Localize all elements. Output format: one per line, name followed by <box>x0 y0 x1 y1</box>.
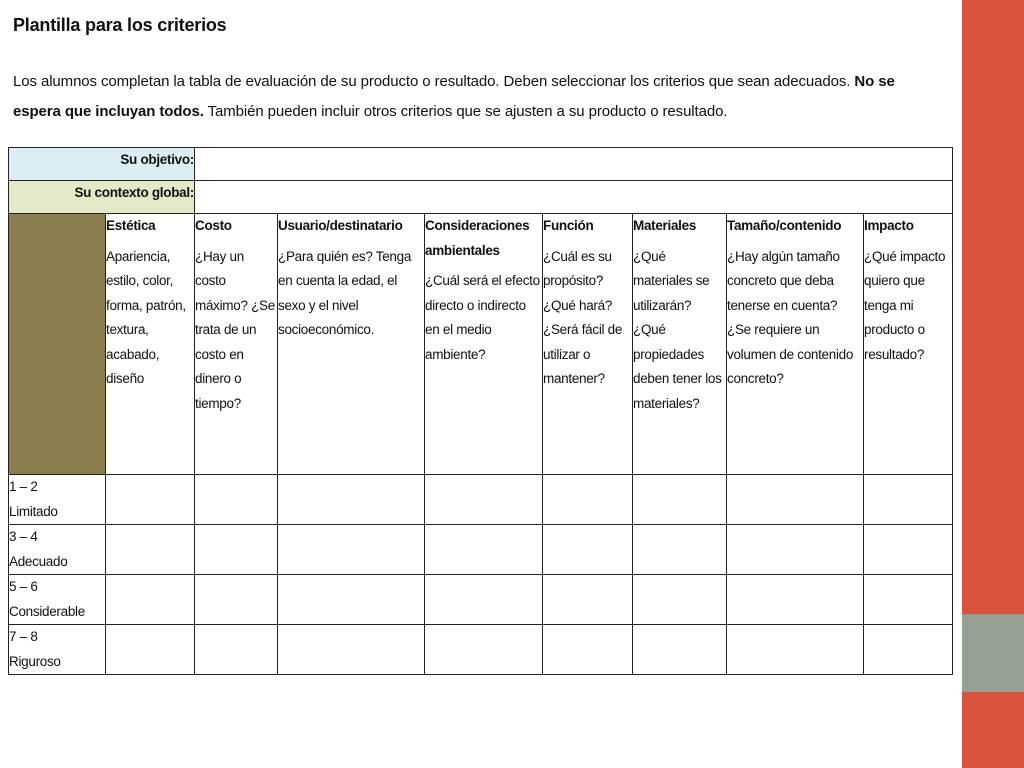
column-description: Apariencia, estilo, color, forma, patrón, textura, acabado, diseño <box>106 248 186 386</box>
rating-cell[interactable] <box>633 625 727 675</box>
rating-cell[interactable] <box>278 575 425 625</box>
page-title: Plantilla para los criterios <box>13 15 227 35</box>
context-row <box>9 181 953 214</box>
objective-row <box>9 148 953 181</box>
intro-text-2: También pueden incluir otros criterios que se ajusten a su producto o resultado. <box>203 103 728 120</box>
objective-label: Su objetivo: <box>9 148 195 181</box>
column-header-materials <box>633 214 727 475</box>
rating-cell[interactable] <box>106 575 195 625</box>
intro-text-bold: No se espera que incluyan todos. <box>13 73 895 120</box>
rating-cell[interactable] <box>195 575 278 625</box>
rating-cell[interactable] <box>425 625 543 675</box>
rating-cell[interactable] <box>106 525 195 575</box>
column-title: Impacto <box>864 218 914 233</box>
header-corner-cell <box>9 214 106 475</box>
criteria-table <box>8 147 953 675</box>
table-row <box>9 525 953 575</box>
rating-cell[interactable] <box>543 625 633 675</box>
rating-cell[interactable] <box>864 625 953 675</box>
rating-cell[interactable] <box>864 475 953 525</box>
row-level-name: Riguroso <box>9 653 61 669</box>
row-range: 5 – 6 <box>9 579 38 594</box>
table-row <box>9 625 953 675</box>
rating-cell[interactable] <box>543 575 633 625</box>
rating-cell[interactable] <box>727 575 864 625</box>
column-title: Costo <box>195 218 232 233</box>
column-description: ¿Qué materiales se utilizarán? ¿Qué propiedades deben tener los materiales? <box>633 248 722 411</box>
rating-cell[interactable] <box>864 575 953 625</box>
rating-cell[interactable] <box>425 525 543 575</box>
column-header-aesthetics <box>106 214 195 475</box>
row-level-name: Limitado <box>9 503 58 519</box>
row-level-label <box>9 475 106 525</box>
context-label: Su contexto global: <box>9 181 195 214</box>
row-range: 3 – 4 <box>9 529 38 544</box>
row-level-name: Adecuado <box>9 553 68 569</box>
column-description: ¿Cuál será el efecto directo o indirecto en el medio ambiente? <box>425 273 540 362</box>
column-header-size <box>727 214 864 475</box>
table-row <box>9 475 953 525</box>
row-level-label <box>9 625 106 675</box>
column-description: ¿Cuál es su propósito? ¿Qué hará? ¿Será fácil de utilizar o mantener? <box>543 248 623 386</box>
column-header-impact <box>864 214 953 475</box>
rating-cell[interactable] <box>278 475 425 525</box>
column-title: Tamaño/contenido <box>727 218 842 233</box>
side-accent-bar-middle <box>962 614 1024 692</box>
side-accent-bar-top <box>962 0 1024 614</box>
rating-cell[interactable] <box>278 625 425 675</box>
rating-cell[interactable] <box>106 475 195 525</box>
rating-cell[interactable] <box>633 525 727 575</box>
intro-paragraph <box>13 67 913 127</box>
objective-input-cell[interactable] <box>195 148 953 181</box>
table-row <box>9 575 953 625</box>
rating-cell[interactable] <box>195 525 278 575</box>
rating-cell[interactable] <box>106 625 195 675</box>
rating-cell[interactable] <box>278 525 425 575</box>
context-input-cell[interactable] <box>195 181 953 214</box>
column-title: Consideraciones ambientales <box>425 218 530 258</box>
column-title: Materiales <box>633 218 697 233</box>
row-range: 1 – 2 <box>9 479 38 494</box>
row-level-name: Considerable <box>9 603 85 619</box>
row-range: 7 – 8 <box>9 629 38 644</box>
rating-cell[interactable] <box>727 625 864 675</box>
rating-cell[interactable] <box>864 525 953 575</box>
column-description: ¿Hay algún tamaño concreto que deba tenerse en cuenta? ¿Se requiere un volumen de contenido concreto? <box>727 248 854 386</box>
criteria-header-row <box>9 214 953 475</box>
rating-cell[interactable] <box>727 475 864 525</box>
rating-cell[interactable] <box>633 575 727 625</box>
rating-cell[interactable] <box>425 575 543 625</box>
rating-cell[interactable] <box>633 475 727 525</box>
column-header-environmental <box>425 214 543 475</box>
column-header-user <box>278 214 425 475</box>
column-header-cost <box>195 214 278 475</box>
column-description: ¿Hay un costo máximo? ¿Se trata de un costo en dinero o tiempo? <box>195 248 275 411</box>
column-description: ¿Qué impacto quiero que tenga mi producto o resultado? <box>864 248 946 362</box>
rating-cell[interactable] <box>195 475 278 525</box>
rating-cell[interactable] <box>727 525 864 575</box>
intro-text-1: Los alumnos completan la tabla de evaluación de su producto o resultado. Deben seleccionar los criterios que sean adecuados. <box>13 73 855 90</box>
rating-cell[interactable] <box>543 475 633 525</box>
rating-cell[interactable] <box>425 475 543 525</box>
side-accent-bar-bottom <box>962 692 1024 768</box>
rating-cell[interactable] <box>543 525 633 575</box>
rating-cell[interactable] <box>195 625 278 675</box>
row-level-label <box>9 525 106 575</box>
row-level-label <box>9 575 106 625</box>
column-title: Función <box>543 218 594 233</box>
column-header-function <box>543 214 633 475</box>
column-title: Estética <box>106 218 156 233</box>
column-description: ¿Para quién es? Tenga en cuenta la edad, el sexo y el nivel socioeconómico. <box>278 248 412 337</box>
column-title: Usuario/destinatario <box>278 218 403 233</box>
